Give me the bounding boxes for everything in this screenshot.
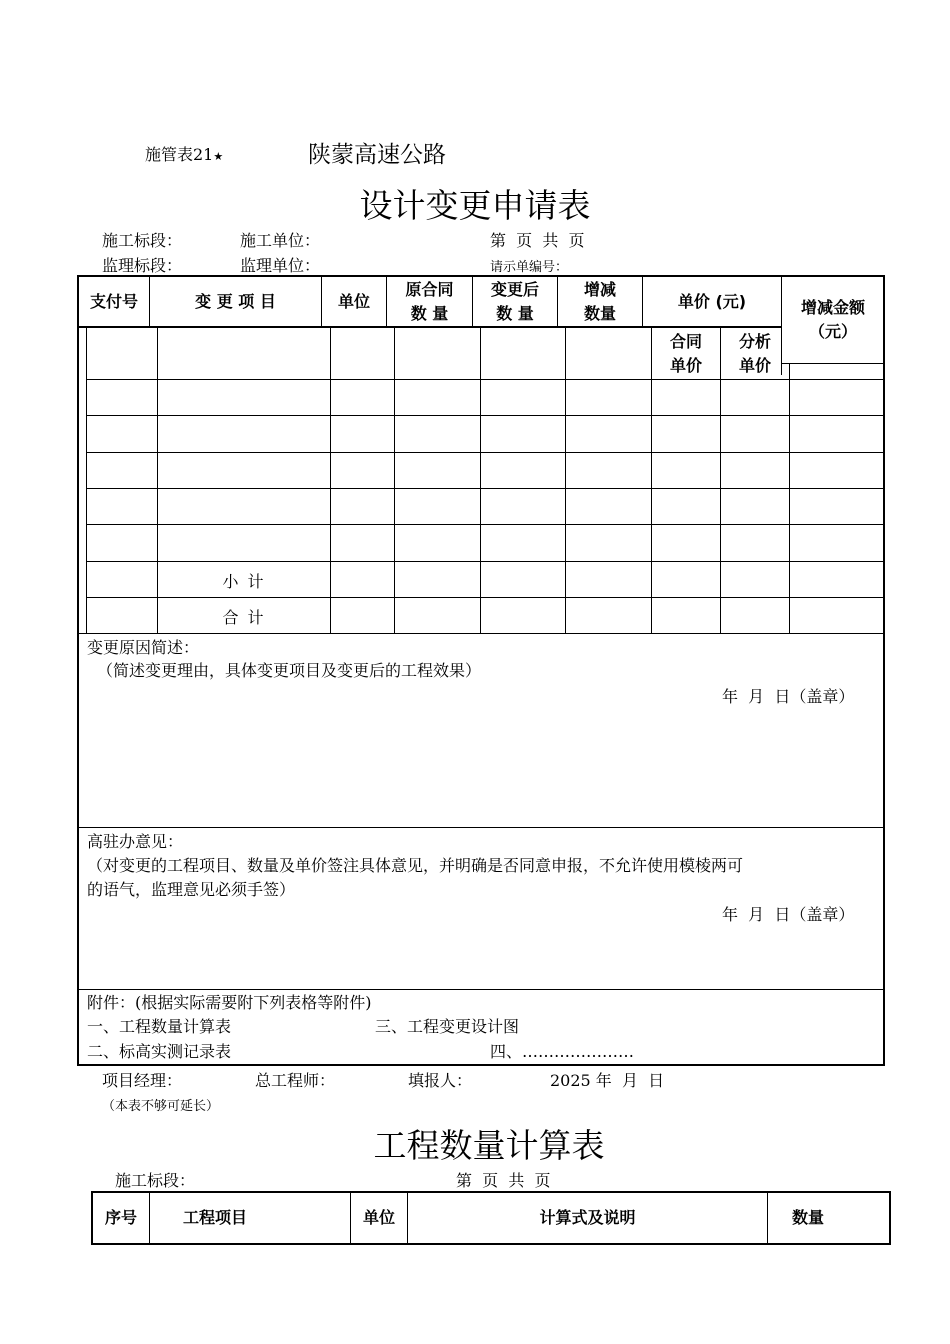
attachment-item-3: 三、工程变更设计图	[375, 1017, 520, 1036]
filler-label: 填报人：	[408, 1071, 473, 1090]
supervision-unit-label: 监理单位：	[240, 256, 321, 275]
attachment-item-4: 四、…………………	[490, 1042, 635, 1061]
header-new-qty: 变更后 数 量	[490, 279, 539, 323]
qs-page-counter: 第 页 共 页	[456, 1171, 551, 1190]
attachment-item-1: 一、工程数量计算表	[87, 1017, 232, 1036]
qs-header-formula: 计算式及说明	[539, 1208, 636, 1227]
reason-date-seal: 年 月 日（盖章）	[722, 687, 855, 706]
header-analysis-price: 分析 单价	[738, 331, 771, 375]
form-code	[145, 142, 223, 165]
date-label: 2025 年 月 日	[550, 1071, 665, 1090]
star-icon: ★	[213, 150, 224, 163]
qs-section-label: 施工标段：	[115, 1171, 196, 1190]
header-unit-price: 单价 (元)	[677, 291, 747, 311]
office-opinion-hint-1: （对变更的工程项目、数量及单价签注具体意见，并明确是否同意申报，不允许使用模棱两可	[87, 856, 744, 875]
header-pay-no: 支付号	[89, 291, 138, 311]
pm-label: 项目经理：	[102, 1071, 183, 1090]
extend-note: （本表不够可延长）	[102, 1099, 220, 1114]
reason-hint: （简述变更理由，具体变更项目及变更后的工程效果）	[97, 661, 482, 680]
section-label: 施工标段：	[102, 231, 183, 250]
office-date-seal: 年 月 日（盖章）	[722, 905, 855, 924]
office-opinion-label: 高驻办意见：	[87, 832, 184, 851]
total-label: 合 计	[222, 608, 266, 627]
attachment-item-2: 二、标高实测记录表	[87, 1042, 232, 1061]
qs-header-item: 工程项目	[182, 1208, 247, 1227]
supervision-section-label: 监理标段：	[102, 256, 183, 275]
qs-header-seq: 序号	[104, 1208, 137, 1227]
header-change-item: 变 更 项 目	[195, 291, 276, 311]
request-no-label: 请示单编号：	[490, 260, 569, 275]
reason-label: 变更原因简述：	[87, 638, 200, 657]
office-opinion-hint-2: 的语气，监理意见必须手签）	[87, 880, 296, 899]
attachments-label: 附件：(根据实际需要附下列表格等附件)	[87, 993, 372, 1012]
header-delta-amount: 增减金额 （元）	[800, 298, 865, 341]
page-title: 设计变更申请表	[359, 186, 591, 225]
header-orig-qty: 原合同 数 量	[405, 279, 454, 323]
page-counter: 第 页 共 页	[490, 231, 585, 250]
quantity-sheet-title: 工程数量计算表	[373, 1126, 605, 1165]
form-code-text: 施管表21	[145, 145, 214, 164]
qs-header-unit: 单位	[362, 1208, 395, 1227]
header-unit: 单位	[337, 291, 370, 311]
unit-label: 施工单位：	[240, 231, 321, 250]
header-delta-qty: 增减 数量	[583, 279, 616, 323]
qs-header-qty: 数量	[791, 1208, 824, 1227]
subtotal-label: 小 计	[222, 572, 266, 591]
chief-engineer-label: 总工程师：	[255, 1071, 336, 1090]
header-contract-price: 合同 单价	[669, 331, 702, 375]
project-name: 陕蒙高速公路	[308, 142, 446, 168]
